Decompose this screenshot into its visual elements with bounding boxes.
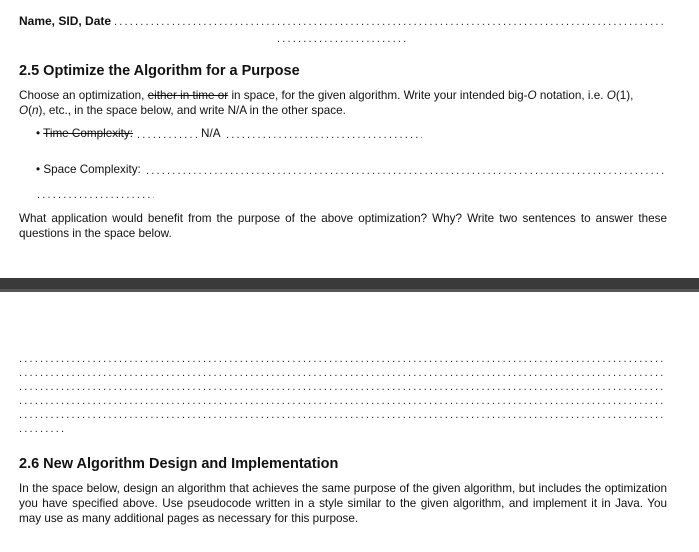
intro-text-1: Choose an optimization,: [19, 89, 145, 102]
time-complexity-row: [36, 126, 133, 141]
page-break-divider: [0, 278, 699, 292]
bullet-icon: •: [36, 163, 41, 176]
application-question: What application would benefit from the purpose of the above optimization? Why? Write two sentences to answer these questions in the space below.: [19, 212, 667, 240]
answer-line-1[interactable]: [19, 353, 664, 365]
big-o-symbol: O: [527, 89, 537, 102]
answer-line-4[interactable]: [19, 395, 664, 407]
space-complexity-line[interactable]: [146, 165, 664, 177]
time-complexity-leader: [137, 129, 199, 141]
space-complexity-row: [36, 162, 141, 177]
intro-text-5: , etc., in the space below, and write N/A in the other space.: [42, 104, 346, 117]
answer-line-3[interactable]: [19, 381, 664, 393]
intro-text-3: notation, i.e.: [539, 89, 604, 102]
space-complexity-label: Space Complexity:: [43, 163, 141, 176]
section-2-5-instructions-line-1: [19, 88, 633, 103]
page-2: [0, 292, 699, 552]
time-complexity-line[interactable]: [226, 129, 422, 141]
answer-line-5[interactable]: [19, 409, 664, 421]
big-o-symbol-3: O: [19, 104, 29, 117]
name-sid-date-line-2[interactable]: [277, 33, 407, 45]
intro-text-4: (1),: [615, 89, 634, 102]
time-complexity-label: Time Complexity:: [43, 127, 133, 140]
section-2-5-title: 2.5 Optimize the Algorithm for a Purpose: [19, 63, 300, 79]
space-complexity-line-2[interactable]: [37, 189, 154, 201]
intro-text-2: in space, for the given algorithm. Write your intended big-: [231, 89, 528, 102]
bullet-icon: •: [36, 127, 41, 140]
time-complexity-value[interactable]: N/A: [201, 127, 221, 140]
section-2-6-title: 2.6 New Algorithm Design and Implementation: [19, 456, 339, 472]
big-o-symbol-2: O: [606, 89, 616, 102]
answer-line-2[interactable]: [19, 367, 664, 379]
section-2-5-instructions-line-2: O(n), etc., in the space below, and write N/A in the other space.: [19, 104, 346, 117]
name-sid-date-label: Name, SID, Date: [19, 14, 112, 28]
intro-struck-text: either in time or: [147, 89, 229, 102]
section-2-6-instructions: In the space below, design an algorithm that achieves the same purpose of the given algorithm, but includes the optimization you have specified above. Use pseudocode written in a style similar to the given algorithm, and implement it in Java. You may use as many additional pages as necessary for this purpose.: [19, 482, 667, 525]
name-sid-date-line[interactable]: [114, 16, 664, 28]
answer-line-6[interactable]: [19, 423, 64, 435]
